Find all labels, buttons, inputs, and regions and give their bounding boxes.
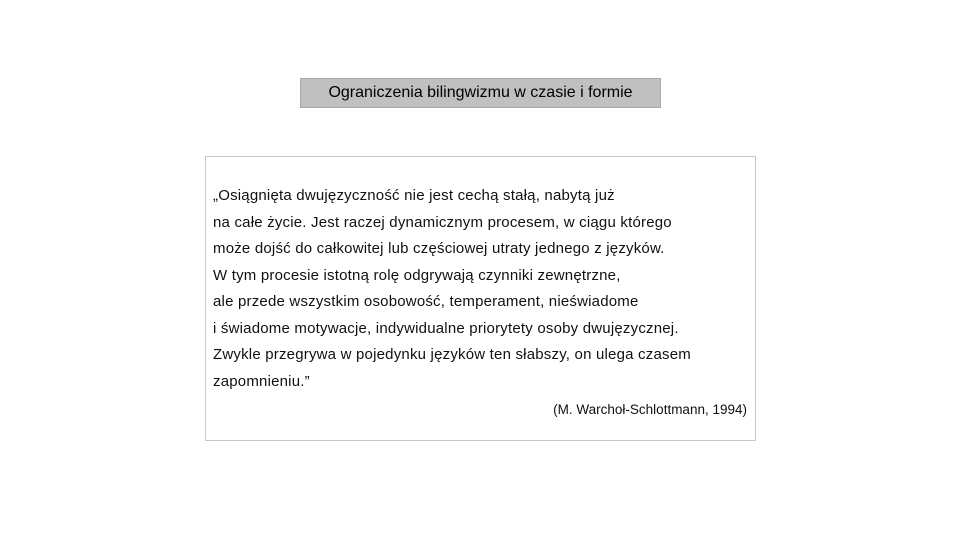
quote-line: W tym procesie istotną rolę odgrywają czynniki zewnętrzne, <box>213 266 621 284</box>
quote-box <box>205 156 756 441</box>
quote-line: zapomnieniu.” <box>213 372 310 390</box>
quote-line: może dojść do całkowitej lub częściowej utraty jednego z języków. <box>213 240 665 257</box>
quote-text <box>213 183 691 395</box>
quote-line: „Osiągnięta dwujęzyczność nie jest cechą stałą, nabytą już <box>213 187 615 204</box>
quote-line: i świadome motywacje, indywidualne priorytety osoby dwujęzycznej. <box>213 319 679 337</box>
quote-line: na całe życie. Jest raczej dynamicznym procesem, w ciągu którego <box>213 213 672 231</box>
quote-line: Zwykle przegrywa w pojedynku języków ten słabszy, on ulega czasem <box>213 346 691 363</box>
slide-title: Ograniczenia bilingwizmu w czasie i formie <box>300 78 661 108</box>
quote-line: ale przede wszystkim osobowość, temperament, nieświadome <box>213 293 639 310</box>
quote-attribution: (M. Warchoł-Schlottmann, 1994) <box>553 402 747 417</box>
